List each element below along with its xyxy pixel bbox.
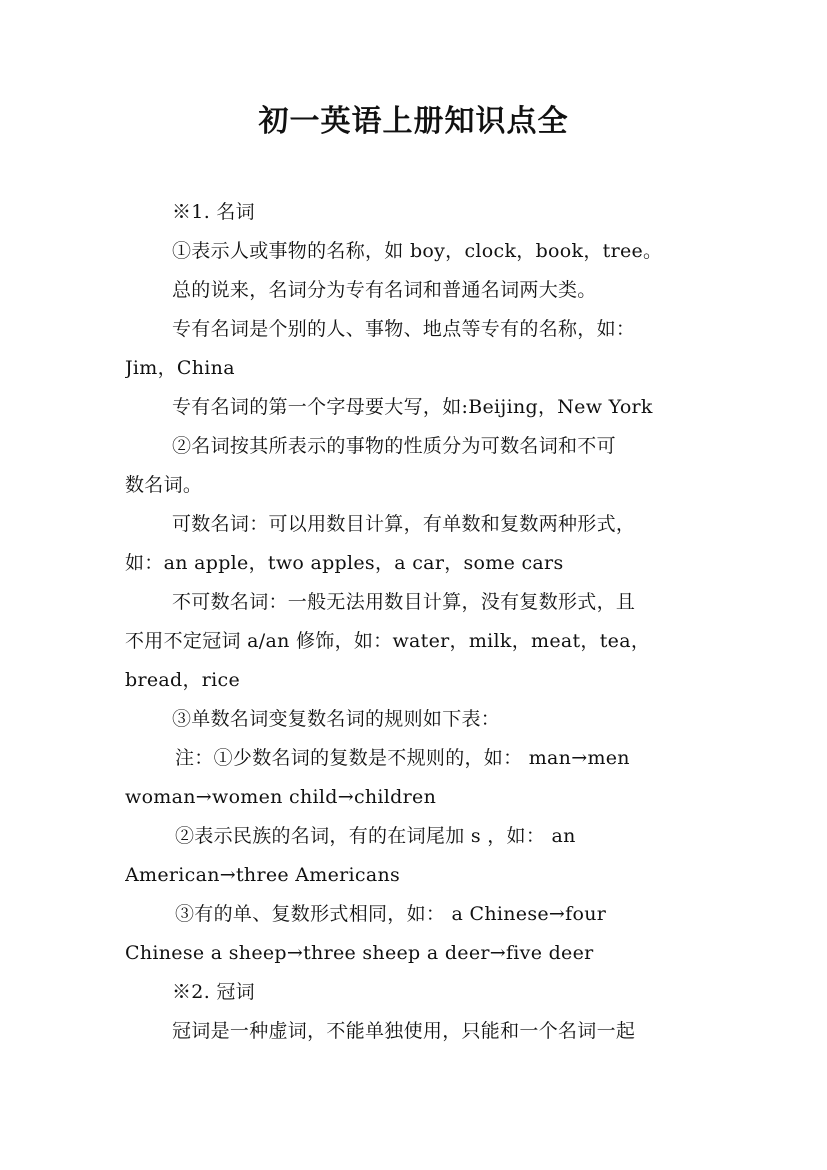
note-line: Chinese a sheep→three sheep a deer→five deer [125, 942, 594, 964]
paragraph-line: 专有名词的第一个字母要大写，如:Beijing，New York [172, 396, 653, 418]
document-body [125, 193, 715, 1051]
paragraph-line: bread，rice [125, 669, 241, 691]
paragraph-line: 不用不定冠词 a/an 修饰，如：water，milk，meat，tea， [125, 630, 651, 652]
note-line: woman→women child→children [125, 786, 437, 808]
paragraph-line: ①表示人或事物的名称，如 boy，clock，book，tree。 [172, 240, 663, 262]
paragraph-line: ③单数名词变复数名词的规则如下表： [172, 708, 501, 730]
note-line: 注：①少数名词的复数是不规则的，如： man→men [175, 747, 630, 769]
paragraph-line: 可数名词：可以用数目计算，有单数和复数两种形式， [172, 513, 636, 535]
note-line: ②表示民族的名词，有的在词尾加 s ，如： an [175, 825, 576, 847]
paragraph-line: Jim，China [125, 357, 235, 379]
paragraph-line: 专有名词是个别的人、事物、地点等专有的名称，如： [172, 318, 636, 340]
page-title: 初一英语上册知识点全 [258, 104, 569, 139]
note-line: American→three Americans [125, 864, 401, 886]
paragraph-line: 总的说来，名词分为专有名词和普通名词两大类。 [172, 279, 597, 301]
section-heading-nouns: ※1. 名词 [172, 201, 255, 223]
paragraph-line: 数名词。 [125, 474, 203, 496]
paragraph-line: 冠词是一种虚词，不能单独使用，只能和一个名词一起 [172, 1020, 636, 1042]
note-line: ③有的单、复数形式相同，如： a Chinese→four [175, 903, 607, 925]
paragraph-line: 不可数名词：一般无法用数目计算，没有复数形式，且 [172, 591, 636, 613]
paragraph-line: ②名词按其所表示的事物的性质分为可数名词和不可 [172, 435, 616, 457]
paragraph-line: 如：an apple，two apples，a car，some cars [125, 552, 564, 574]
section-heading-articles: ※2. 冠词 [172, 981, 255, 1003]
